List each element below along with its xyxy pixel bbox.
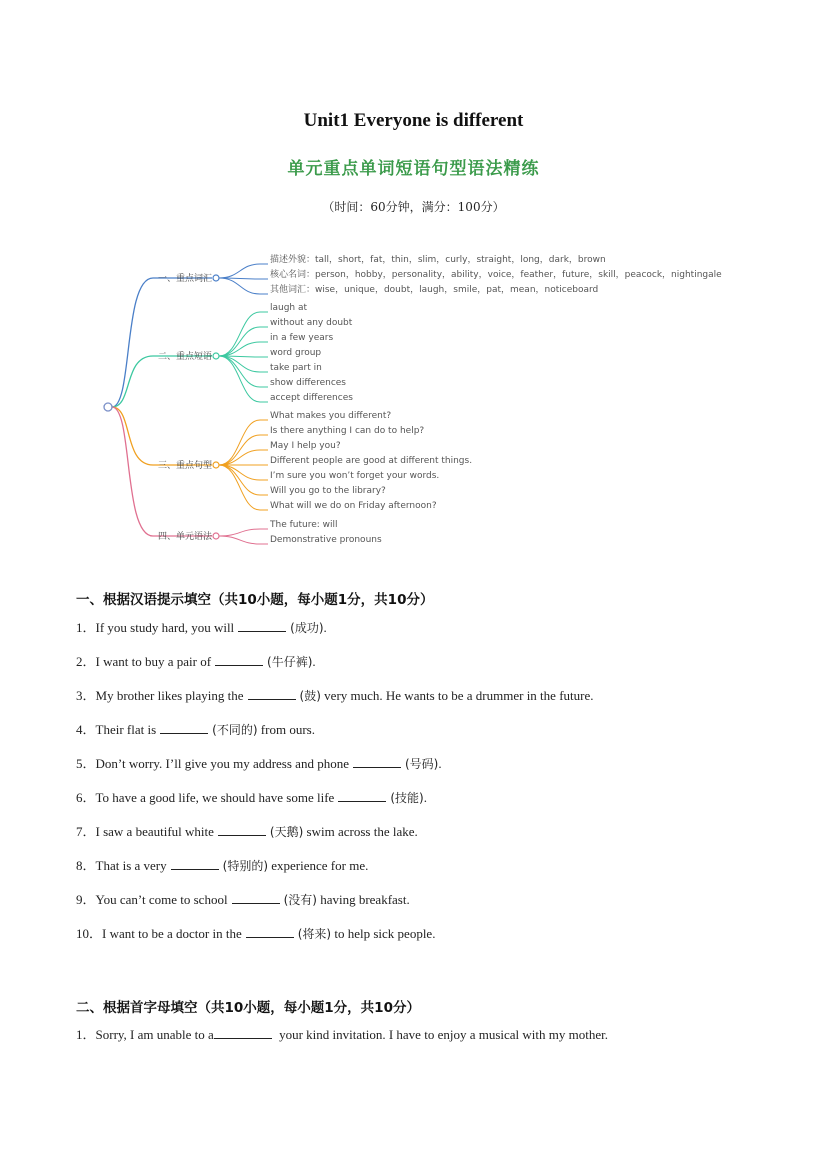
mindmap-item: in a few years bbox=[270, 333, 334, 343]
mindmap-item: show differences bbox=[270, 378, 346, 388]
chinese-hint: (成功) bbox=[290, 621, 324, 635]
question-row bbox=[76, 617, 327, 636]
mindmap-node bbox=[213, 533, 219, 539]
chinese-hint: (将来) bbox=[297, 927, 332, 941]
question-row bbox=[76, 719, 315, 738]
mindmap-item: 核心名词：person，hobby，personality，ability，voice，feather，future，skill，peacock，nightingale bbox=[270, 270, 722, 280]
mindmap-item: Will you go to the library? bbox=[270, 486, 386, 496]
question-text-end: very much. He wants to be a drummer in the future. bbox=[320, 688, 594, 703]
question-number: 3． bbox=[76, 688, 96, 703]
question-text-end: to help sick people. bbox=[331, 926, 436, 941]
answer-blank[interactable] bbox=[218, 825, 266, 836]
mindmap-node bbox=[213, 275, 219, 281]
mindmap-item: 其他词汇：wise，unique，doubt，laugh，smile，pat，mean，noticeboard bbox=[270, 285, 599, 295]
mindmap-leaf-line bbox=[219, 264, 268, 278]
question-text-end: your kind invitation. I have to enjoy a musical with my mother. bbox=[275, 1027, 608, 1042]
question-number: 7． bbox=[76, 824, 96, 839]
answer-blank[interactable] bbox=[353, 757, 401, 768]
question-number: 2． bbox=[76, 654, 96, 669]
mindmap-leaf-line bbox=[219, 278, 268, 294]
mindmap-node bbox=[213, 353, 219, 359]
section1-heading: 一、根据汉语提示填空（共10小题，每小题1分，共10分） bbox=[76, 592, 434, 608]
chinese-hint: (天鹅) bbox=[269, 825, 304, 839]
mindmap-diagram bbox=[95, 248, 745, 558]
section2-heading: 二、根据首字母填空（共10小题，每小题1分，共10分） bbox=[76, 1000, 420, 1016]
chinese-hint: (特别的) bbox=[222, 859, 269, 873]
question-number: 4． bbox=[76, 722, 96, 737]
answer-blank[interactable] bbox=[215, 655, 263, 666]
mindmap-item: The future: will bbox=[270, 520, 338, 530]
mindmap-leaf-line bbox=[219, 536, 268, 544]
page-subtitle: 单元重点单词短语句型语法精练 bbox=[287, 159, 540, 179]
mindmap-root-node bbox=[104, 403, 112, 411]
answer-blank[interactable] bbox=[232, 893, 280, 904]
question-row bbox=[76, 889, 410, 908]
question-text: You can’t come to school bbox=[95, 892, 228, 907]
question-row bbox=[76, 685, 593, 704]
chinese-hint: (牛仔裤) bbox=[267, 655, 313, 669]
mindmap-leaf-line bbox=[219, 356, 268, 402]
mindmap-item: Different people are good at different things. bbox=[270, 456, 473, 466]
question-text-end: . bbox=[423, 790, 427, 805]
question-text-end: having breakfast. bbox=[316, 892, 410, 907]
mindmap-category-label: 二、重点短语 bbox=[158, 352, 213, 362]
question-number: 8． bbox=[76, 858, 96, 873]
question-text: I saw a beautiful white bbox=[95, 824, 214, 839]
question-text-end: experience for me. bbox=[268, 858, 369, 873]
mindmap-leaf-line bbox=[219, 420, 268, 465]
mindmap-leaf-line bbox=[219, 312, 268, 356]
question-text: My brother likes playing the bbox=[95, 688, 244, 703]
answer-blank[interactable] bbox=[248, 689, 296, 700]
answer-blank[interactable] bbox=[238, 621, 286, 632]
question-number: 9． bbox=[76, 892, 96, 907]
question-text: To have a good life, we should have some life bbox=[95, 790, 335, 805]
mindmap-node bbox=[213, 462, 219, 468]
page-title: Unit1 Everyone is different bbox=[303, 110, 524, 131]
mindmap-leaf-line bbox=[219, 465, 268, 510]
question-text: I want to be a doctor in the bbox=[102, 926, 242, 941]
question-number: 6． bbox=[76, 790, 96, 805]
question-row bbox=[76, 923, 435, 942]
question-text: Their flat is bbox=[95, 722, 157, 737]
time-info: （时间：60分钟，满分：100分） bbox=[322, 200, 505, 214]
mindmap-category-label: 一、重点词汇 bbox=[158, 274, 213, 284]
question-text: That is a very bbox=[95, 858, 167, 873]
mindmap-item: What will we do on Friday afternoon? bbox=[270, 501, 437, 511]
question-row bbox=[76, 1024, 608, 1043]
question-text-end: from ours. bbox=[257, 722, 315, 737]
mindmap-category-label: 三、重点句型 bbox=[158, 461, 213, 471]
question-text-end: . bbox=[438, 756, 442, 771]
mindmap-leaf-line bbox=[219, 529, 268, 536]
mindmap-item: What makes you different? bbox=[270, 411, 392, 421]
question-row bbox=[76, 787, 427, 806]
question-text: If you study hard, you will bbox=[95, 620, 235, 635]
question-text: Sorry, I am unable to a bbox=[95, 1027, 214, 1042]
mindmap-item: May I help you? bbox=[270, 441, 341, 451]
chinese-hint: (号码) bbox=[404, 757, 439, 771]
mindmap-item: laugh at bbox=[270, 303, 308, 313]
chinese-hint: (鼓) bbox=[299, 689, 321, 703]
mindmap-item: without any doubt bbox=[270, 318, 353, 328]
question-text-end: . bbox=[323, 620, 327, 635]
mindmap-category-label: 四、单元语法 bbox=[158, 532, 213, 542]
question-number: 10． bbox=[76, 926, 103, 941]
question-text: I want to buy a pair of bbox=[95, 654, 212, 669]
mindmap-item: 描述外貌：tall，short，fat，thin，slim，curly，straight，long，dark，brown bbox=[270, 255, 606, 265]
chinese-hint: (没有) bbox=[283, 893, 317, 907]
question-row bbox=[76, 821, 418, 840]
question-text: Don’t worry. I’ll give you my address and phone bbox=[95, 756, 349, 771]
question-number: 5． bbox=[76, 756, 96, 771]
answer-blank[interactable] bbox=[214, 1028, 272, 1039]
chinese-hint: (技能) bbox=[390, 791, 424, 805]
question-text-end: swim across the lake. bbox=[303, 824, 418, 839]
mindmap-item: Is there anything I can do to help? bbox=[270, 426, 425, 436]
answer-blank[interactable] bbox=[171, 859, 219, 870]
question-number: 1． bbox=[76, 1027, 96, 1042]
question-row bbox=[76, 753, 442, 772]
chinese-hint: (不同的) bbox=[212, 723, 258, 737]
answer-blank[interactable] bbox=[338, 791, 386, 802]
mindmap-item: take part in bbox=[270, 363, 322, 373]
answer-blank[interactable] bbox=[246, 927, 294, 938]
question-row bbox=[76, 651, 316, 670]
question-text-end: . bbox=[312, 654, 316, 669]
mindmap-item: word group bbox=[270, 348, 322, 358]
mindmap-item: Demonstrative pronouns bbox=[270, 535, 382, 545]
mindmap-item: accept differences bbox=[270, 393, 353, 403]
question-row bbox=[76, 855, 368, 874]
mindmap-item: I’m sure you won’t forget your words. bbox=[270, 471, 440, 481]
answer-blank[interactable] bbox=[160, 723, 208, 734]
question-number: 1． bbox=[76, 620, 96, 635]
